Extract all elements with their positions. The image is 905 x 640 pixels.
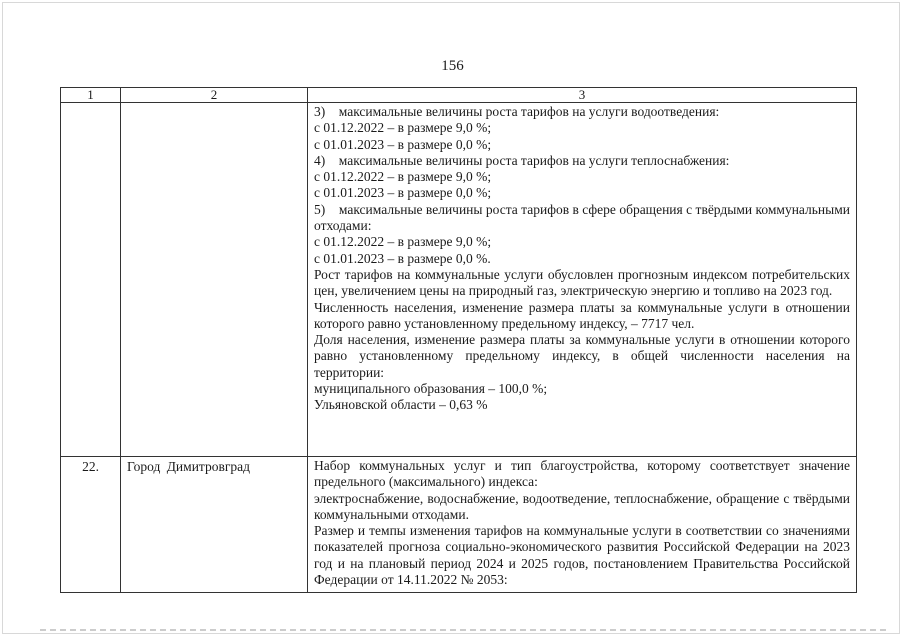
municipality-name — [121, 103, 308, 457]
row-number: 22. — [61, 457, 121, 593]
paragraph: с 01.12.2022 – в размере 9,0 %; — [314, 169, 492, 185]
paragraph: Численность населения, изменение размера платы за коммунальные услуги в отношении которого равно установленному предельному индексу, – 7717 чел. — [314, 299, 850, 331]
paragraph: с 01.01.2023 – в размере 0,0 %; — [314, 136, 492, 152]
municipality-name: Город Димитровград — [121, 457, 308, 593]
table-row — [61, 457, 857, 593]
scan-artifact-line — [40, 629, 890, 631]
table-header-row — [61, 88, 857, 103]
row-text — [308, 103, 857, 457]
row-text — [308, 457, 857, 593]
table-row — [61, 103, 857, 457]
paragraph: Набор коммунальных услуг и тип благоустройства, которому соответствует значение предельного (максимального) индекса: — [314, 458, 850, 490]
paragraph: электроснабжение, водоснабжение, водоотведение, теплоснабжение, обращение с твёрдыми коммунальными отходами. — [314, 490, 850, 522]
header-col-2: 2 — [121, 88, 308, 103]
header-col-3: 3 — [308, 88, 857, 103]
paragraph: Рост тарифов на коммунальные услуги обусловлен прогнозным индексом потребительских цен, увеличением цены на природный газ, электрическую энергию и топливо на 2023 год. — [314, 266, 850, 299]
document-table — [60, 87, 857, 593]
paragraph: Ульяновской области – 0,63 % — [314, 397, 488, 413]
paragraph: 5) максимальные величины роста тарифов в сфере обращения с твёрдыми коммунальными отходами: — [314, 201, 850, 234]
paragraph: Доля населения, изменение размера платы за коммунальные услуги в отношении которого равно установленному предельному индексу, в общей численности населения на территории: — [314, 332, 850, 380]
paragraph: 3) максимальные величины роста тарифов на услуги водоотведения: — [314, 104, 720, 119]
page-number: 156 — [441, 58, 464, 74]
paragraph: Размер и темпы изменения тарифов на коммунальные услуги в соответствии со значениями показателей прогноза социально-экономического развития Российской Федерации на 2023 год и на плановый период 2024 и 2025 годов, постановлением Правительства Российской Федерации от 14.11.2022 № 2053: — [314, 523, 850, 588]
paragraph: муниципального образования – 100,0 %; — [314, 381, 548, 397]
paragraph: с 01.12.2022 – в размере 9,0 %; — [314, 120, 492, 136]
paragraph: с 01.01.2023 – в размере 0,0 %. — [314, 250, 491, 266]
paragraph: с 01.12.2022 – в размере 9,0 %; — [314, 234, 492, 250]
paragraph: 4) максимальные величины роста тарифов на услуги теплоснабжения: — [314, 152, 730, 168]
header-col-1: 1 — [61, 88, 121, 103]
row-number — [61, 103, 121, 457]
paragraph: с 01.01.2023 – в размере 0,0 %; — [314, 185, 492, 201]
